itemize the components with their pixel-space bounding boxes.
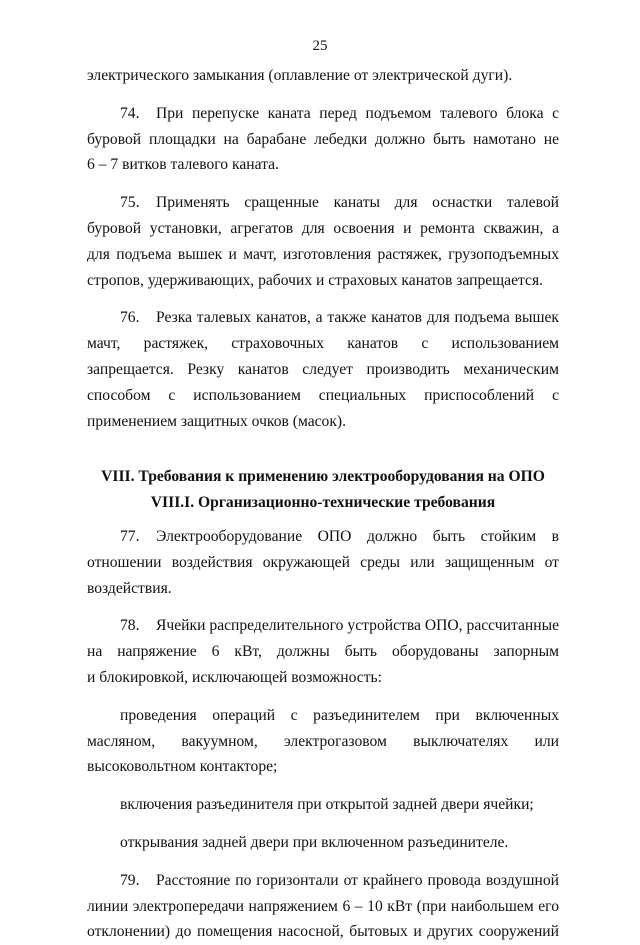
paragraph-75-line-1-text: Применять сращенные канаты для оснастки талевой — [156, 194, 559, 212]
paragraph-77-line-1-text: Электрооборудование ОПО должно быть стойким в — [156, 527, 559, 545]
paragraph-79-number: 79. — [120, 871, 140, 889]
paragraph-74-line-3: 6 – 7 витков талевого каната. — [87, 156, 279, 174]
section-heading — [87, 464, 559, 516]
paragraph-78-number: 78. — [120, 617, 140, 635]
paragraph-76-line-2: мачт, растяжек, страховочных канатов с использованием — [87, 335, 559, 353]
paragraph-78 — [87, 613, 559, 855]
paragraph-79-line-1-text: Расстояние по горизонтали от крайнего провода воздушной — [156, 871, 559, 889]
paragraph-75-line-2: буровой установки, агрегатов для освоения и ремонта скважин, а — [87, 219, 559, 237]
paragraph-79 — [87, 868, 559, 945]
paragraph-79-line-2: линии электропередачи напряжением 6 – 10 кВт (при наибольшем его — [87, 897, 559, 915]
paragraph-76-line-4: способом с использованием специальных приспособлений с — [87, 386, 559, 404]
list-item-1-line-1: проведения операций с разъединителем при включенных — [120, 706, 559, 724]
paragraph-78-line-1-text: Ячейки распределительного устройства ОПО, рассчитанные — [156, 617, 559, 635]
paragraph-73-tail-line: электрического замыкания (оплавление от электрической дуги). — [87, 67, 513, 84]
paragraph-74 — [87, 101, 559, 178]
paragraph-79-line-1 — [87, 868, 559, 894]
paragraph-gap — [87, 691, 559, 703]
paragraph-gap — [87, 178, 559, 190]
list-item-1-line-3: высоковольтном контакторе; — [87, 758, 278, 776]
paragraph-76-line-3: запрещается. Резку канатов следует производить механическим — [87, 360, 559, 378]
section-gap — [87, 434, 559, 458]
paragraph-gap — [87, 89, 559, 101]
paragraph-75-number: 75. — [120, 194, 140, 212]
list-item-2: включения разъединителя при открытой задней двери ячейки; — [120, 796, 534, 814]
paragraph-gap — [87, 856, 559, 868]
list-item-1-line-2: масляном, вакуумном, электрогазовом выключателях или — [87, 732, 559, 750]
paragraph-77-line-1 — [87, 524, 559, 550]
paragraph-77-line-3: воздействия. — [87, 579, 172, 597]
paragraph-75-line-4: стропов, удерживающих, рабочих и страховых канатов запрещается. — [87, 271, 544, 289]
paragraph-gap — [87, 780, 559, 792]
paragraph-75-line-1 — [87, 190, 559, 216]
paragraph-75-line-3: для подъема вышек и мачт, изготовления растяжек, грузоподъемных — [87, 245, 559, 263]
paragraph-76-line-1 — [87, 305, 559, 331]
list-item-3: открывания задней двери при включенном разъединителе. — [120, 833, 509, 851]
paragraph-74-line-2: буровой площадки на барабане лебедки должно быть намотано не — [87, 130, 559, 148]
paragraph-74-line-1-text: При перепуске каната перед подъемом талевого блока с — [156, 104, 559, 122]
paragraph-75 — [87, 190, 559, 293]
paragraph-78-line-1 — [87, 613, 559, 639]
paragraph-gap — [87, 293, 559, 305]
paragraph-gap — [87, 601, 559, 613]
paragraph-gap — [87, 818, 559, 830]
paragraph-78-line-3: и блокировкой, исключающей возможность: — [87, 668, 382, 686]
paragraph-79-line-3: отклонении) до помещения насосной, бытовых и других сооружений — [87, 923, 559, 941]
paragraph-77-number: 77. — [120, 527, 140, 545]
page-number: 25 — [312, 38, 328, 54]
paragraph-74-line-1 — [87, 101, 559, 127]
paragraph-76-line-5: применением защитных очков (масок). — [87, 412, 347, 430]
section-title: VIII. Требования к применению электрооборудования на ОПО — [101, 468, 545, 486]
paragraph-77 — [87, 524, 559, 601]
paragraph-74-number: 74. — [120, 104, 140, 122]
paragraph-76-line-1-text: Резка талевых канатов, а также канатов для подъема вышек — [156, 309, 559, 327]
document-body — [87, 63, 559, 945]
paragraph-76 — [87, 305, 559, 434]
section-subtitle: VIII.I. Организационно-технические требования — [150, 494, 496, 512]
paragraph-77-line-2: отношении воздействия окружающей среды или защищенным от — [87, 553, 559, 571]
paragraph-78-line-2: на напряжение 6 кВт, должны быть оборудованы запорным — [87, 643, 559, 661]
paragraph-76-number: 76. — [120, 309, 140, 327]
